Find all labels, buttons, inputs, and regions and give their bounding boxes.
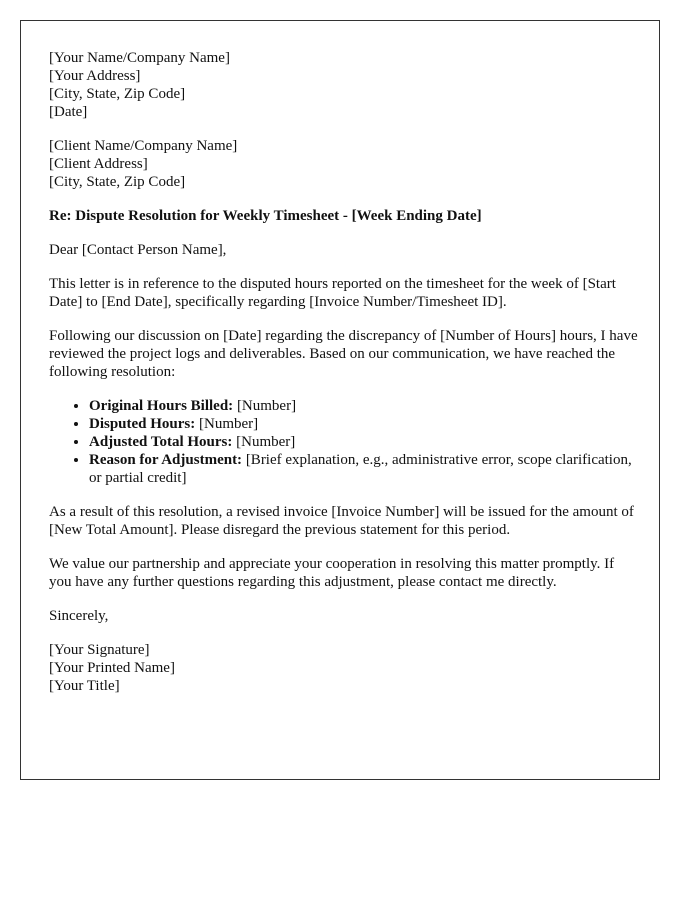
list-item-original-hours <box>89 397 639 415</box>
recipient-name: [Client Name/Company Name] <box>49 138 238 154</box>
sender-city-state-zip: [City, State, Zip Code] <box>49 86 186 102</box>
item-label: Adjusted Total Hours: <box>89 434 233 450</box>
sender-title: [Your Title] <box>49 678 120 694</box>
subject-line: Re: Dispute Resolution for Weekly Timesheet - [Week Ending Date] <box>49 208 482 224</box>
signature: [Your Signature] <box>49 642 150 658</box>
letter-page <box>20 20 660 780</box>
sender-name: [Your Name/Company Name] <box>49 50 230 66</box>
body-paragraph-discussion: Following our discussion on [Date] regarding the discrepancy of [Number of Hours] hours, I have reviewed the project logs and deliverables. Based on our communication, we have reached the following resolution: <box>49 328 638 380</box>
item-value: [Number] <box>195 416 259 432</box>
list-item-adjusted-hours <box>89 433 639 451</box>
signature-block <box>49 641 639 695</box>
item-value: [Brief explanation, e.g., administrative error, scope clarification, or partial credit] <box>89 452 632 486</box>
resolution-list <box>49 397 639 487</box>
item-label: Original Hours Billed: <box>89 398 234 414</box>
body-paragraph-closing-remarks: We value our partnership and appreciate your cooperation in resolving this matter promptly. If you have any further questions regarding this adjustment, please contact me directly. <box>49 556 615 590</box>
letter-content <box>49 49 639 711</box>
sender-address-block <box>49 49 639 121</box>
body-paragraph-revised-invoice: As a result of this resolution, a revised invoice [Invoice Number] will be issued for the amount of [New Total Amount]. Please disregard the previous statement for this period. <box>49 504 634 538</box>
printed-name: [Your Printed Name] <box>49 660 175 676</box>
recipient-address: [Client Address] <box>49 156 148 172</box>
letter-date: [Date] <box>49 104 88 120</box>
recipient-city-state-zip: [City, State, Zip Code] <box>49 174 186 190</box>
list-item-disputed-hours <box>89 415 639 433</box>
item-value: [Number] <box>232 434 296 450</box>
item-label: Disputed Hours: <box>89 416 196 432</box>
sender-address: [Your Address] <box>49 68 141 84</box>
salutation: Dear [Contact Person Name], <box>49 242 227 258</box>
list-item-reason <box>89 451 639 487</box>
item-value: [Number] <box>233 398 297 414</box>
item-label: Reason for Adjustment: <box>89 452 243 468</box>
closing: Sincerely, <box>49 608 109 624</box>
body-paragraph-reference: This letter is in reference to the disputed hours reported on the timesheet for the week of [Start Date] to [End Date], specifically regarding [Invoice Number/Timesheet ID]. <box>49 276 616 310</box>
recipient-address-block <box>49 137 639 191</box>
